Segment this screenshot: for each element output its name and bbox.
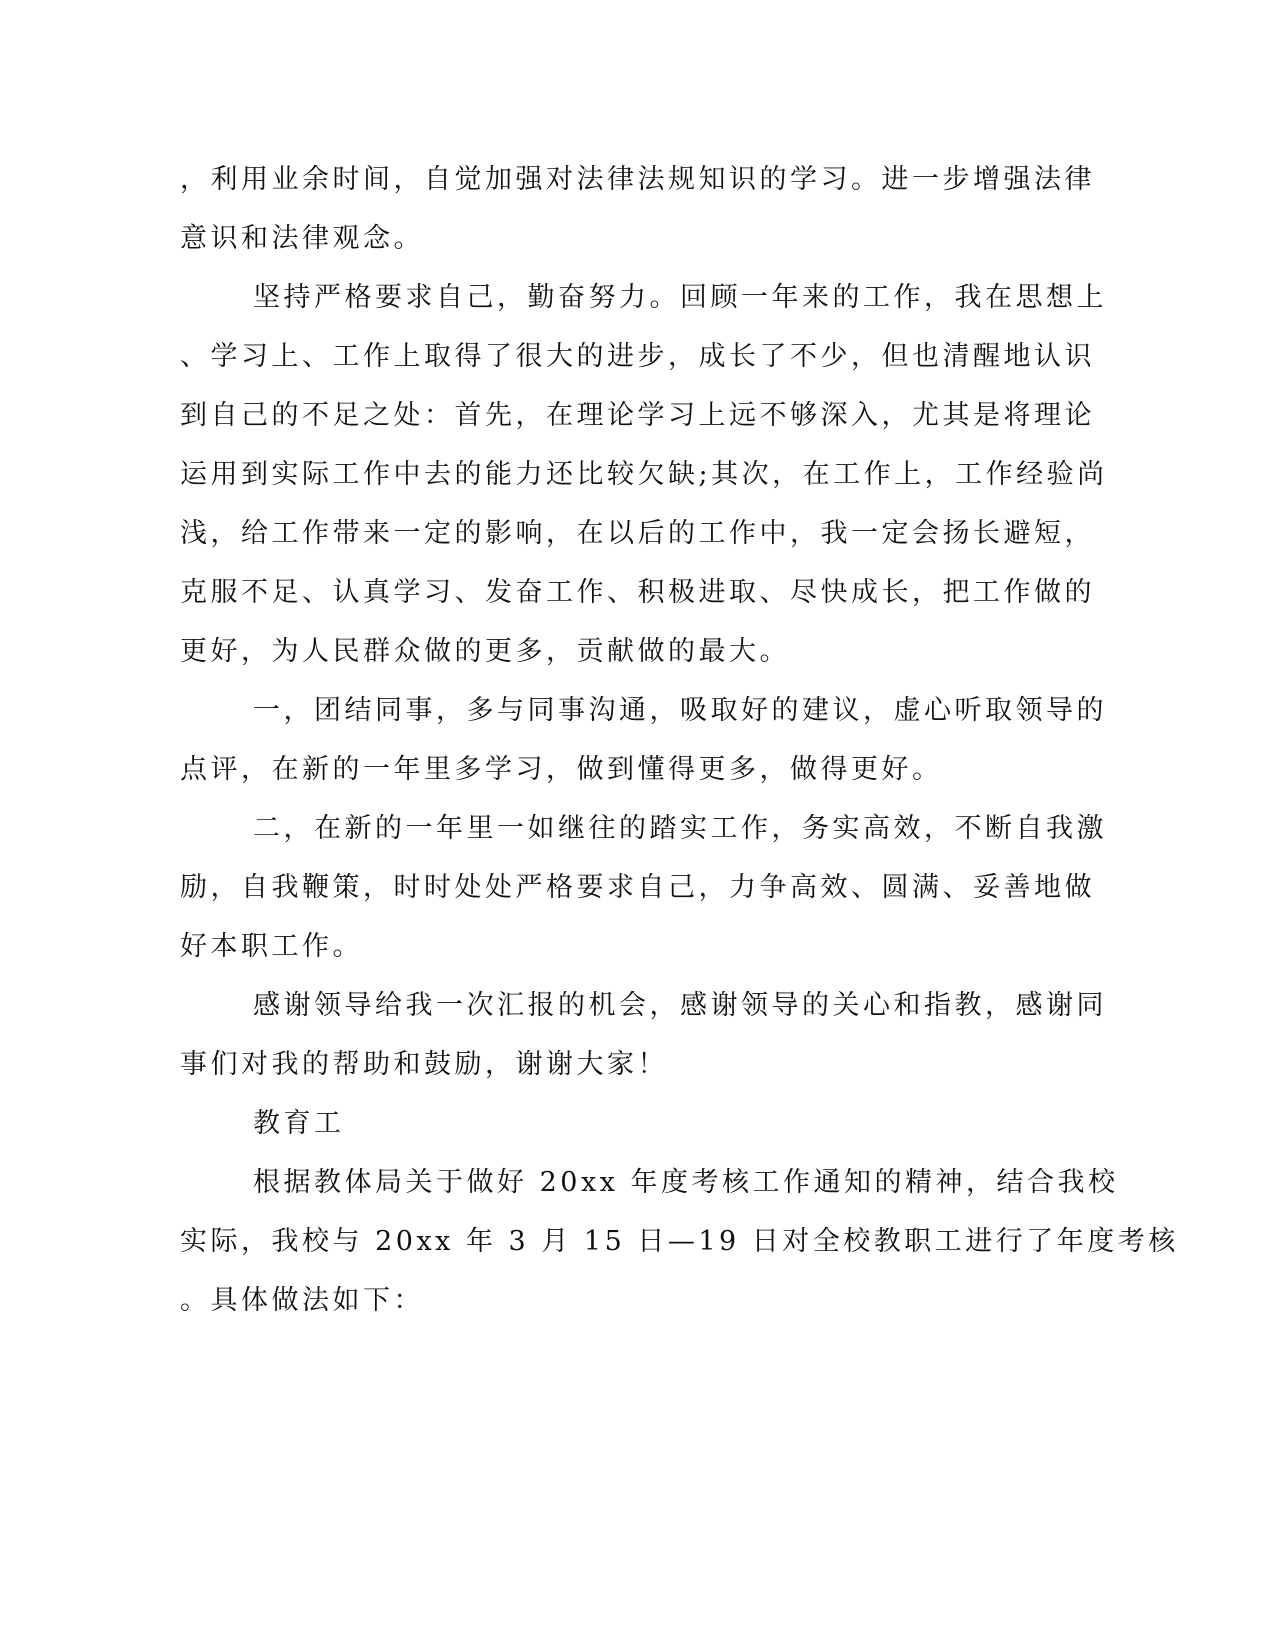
paragraph-start-line: 二，在新的一年里一如继往的踏实工作，务实高效，不断自我激 [253, 813, 1107, 844]
paragraph-start-line: 感谢领导给我一次汇报的机会，感谢领导的关心和指教，感谢同 [253, 990, 1107, 1021]
paragraph-start-line: 根据教体局关于做好 20xx 年度考核工作通知的精神，结合我校 [253, 1167, 1119, 1198]
text-line: 事们对我的帮助和鼓励，谢谢大家！ [180, 1049, 668, 1080]
text-line: 。具体做法如下： [180, 1285, 424, 1316]
text-line: 到自己的不足之处：首先，在理论学习上远不够深入，尤其是将理论 [180, 400, 1095, 431]
paragraph-start-line: 一，团结同事，多与同事沟通，吸取好的建议，虚心听取领导的 [253, 695, 1107, 726]
text-line: 更好，为人民群众做的更多，贡献做的最大。 [180, 636, 790, 667]
text-line: 励，自我鞭策，时时处处严格要求自己，力争高效、圆满、妥善地做 [180, 872, 1095, 903]
text-line: 实际，我校与 20xx 年 3 月 15 日—19 日对全校教职工进行了年度考核 [180, 1226, 1179, 1257]
text-line: 运用到实际工作中去的能力还比较欠缺;其次，在工作上，工作经验尚 [180, 459, 1108, 490]
text-line: 点评，在新的一年里多学习，做到懂得更多，做得更好。 [180, 754, 943, 785]
text-line: 意识和法律观念。 [180, 223, 424, 254]
text-line: 浅，给工作带来一定的影响，在以后的工作中，我一定会扬长避短， [180, 518, 1095, 549]
text-line: ，利用业余时间，自觉加强对法律法规知识的学习。进一步增强法律 [180, 164, 1095, 195]
text-line: 克服不足、认真学习、发奋工作、积极进取、尽快成长，把工作做的 [180, 577, 1095, 608]
text-line: 、学习上、工作上取得了很大的进步，成长了不少，但也清醒地认识 [180, 341, 1095, 372]
paragraph-start-line: 坚持严格要求自己，勤奋努力。回顾一年来的工作，我在思想上 [253, 282, 1107, 313]
section-heading: 教育工 [253, 1108, 345, 1139]
text-line: 好本职工作。 [180, 931, 363, 962]
